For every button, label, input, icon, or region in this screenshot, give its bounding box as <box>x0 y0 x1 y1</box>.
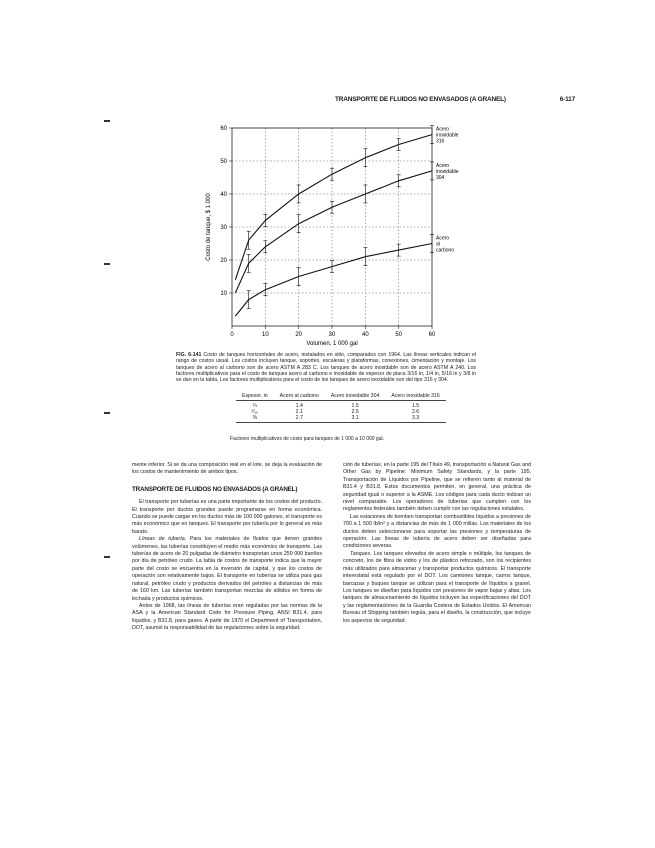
paragraph: Las estaciones de bombeo transportan combustibles líquidos a presiones de 700 a 1 500 lb/in² y a distancias de más de 1 000 millas. Los materiales de los ductos deben seleccionarse para soportar las presiones y temperaturas de operación. Las líneas de tubería de acero deben ser diseñadas para condiciones severas. <box>343 513 531 550</box>
run-in-heading: Líneas de tubería. <box>139 536 187 543</box>
chart-grid <box>232 128 432 326</box>
series-label: Acero inoxidable 316 <box>436 126 459 145</box>
table-cell: 2.1 <box>295 409 303 415</box>
table-cell: 3.3 <box>385 415 445 423</box>
x-tick-label: 0 <box>230 332 234 338</box>
chart-series <box>235 126 434 317</box>
running-header <box>335 96 575 103</box>
y-tick-label: 30 <box>220 225 227 231</box>
figure-label: FIG. 6-141 <box>176 352 202 358</box>
x-tick-label: 10 <box>261 332 269 338</box>
series-label: Acero al carbono <box>436 235 455 254</box>
text-column-left <box>132 462 322 633</box>
paragraph: mente inferior. Si se da una composición real en el lote, se deja la evaluación de los costos de mantenimiento de ambos tipos. <box>132 462 322 476</box>
table-cell: 3.1 <box>325 415 385 423</box>
margin-tick <box>104 412 110 414</box>
y-tick-label: 60 <box>220 126 227 132</box>
table-cell: ¼ <box>252 403 257 409</box>
y-tick-label: 10 <box>220 291 227 297</box>
y-axis-label: Costo de tanque, $ 1 000 <box>206 193 212 261</box>
table-cell: 2.6 <box>411 409 420 415</box>
paragraph: ción de tuberías, en la parte 195 del Título 49, transportación a Natural Gas and Other Gas by Pipeline: Minimum Safety Standards, y la parte 195, Transportación de Líquidos por Pipeline, que se refieren tanto al material de B31.4 y B31.8. Estos documentos permiten, en general, una práctica de seguridad igual o superior a la ASME. Los códigos para cada ducto indican un nivel comparable. Los operadores de tuberías que cumplen con los reglamentos federales también deben cumplir con las regulaciones estatales. <box>343 462 531 513</box>
x-axis-label: Volumen, 1 000 gal <box>306 341 358 347</box>
y-tick-label: 40 <box>220 192 227 198</box>
series-label: Acero inoxidable 304 <box>436 162 459 181</box>
page-number: 6-117 <box>559 96 575 103</box>
figure-caption <box>176 352 476 383</box>
y-tick-label: 20 <box>220 258 227 264</box>
table-cell: 2.5 <box>351 409 359 415</box>
paragraph: El transporte por tuberías es una parte importante de los costos del producto. El transporte por ductos grandes puede programarse en forma económica. Cuando se puede cargar en los ductos más de 100 000 galones, el transporte es más económico que en tanques. El transporte por tubería por lo general es más barato. <box>132 499 322 535</box>
table-cell: 1.5 <box>351 403 359 409</box>
table-header-cell: Acero al carbono <box>274 392 325 401</box>
table-row <box>236 415 446 423</box>
x-tick-label: 40 <box>361 332 369 338</box>
table-cell: ⁵⁄₁₆ <box>251 409 259 415</box>
margin-tick <box>104 556 110 558</box>
series-line <box>235 244 432 317</box>
factor-table <box>236 392 446 423</box>
section-title: TRANSPORTE DE FLUIDOS NO ENVASADOS (A GRANEL) <box>132 485 298 493</box>
paragraph-text: Los tanques elevados de acero simple o múltiple, los tanques de concreto, los de fibra de vidrio y los de plástico reforzado, son los recipientes más utilizados para almacenar y transportar productos químicos. El transporte interestatal está regulado por el DOT. Los camiones tanque, carros tanque, barcazas y buques tanque se utilizan para el transporte de líquidos a granel. Los tanques se diseñan para líquidos con presiones de vapor bajas y altas. Los tanques de almacenamiento de líquidos incluyen las especificaciones del DOT y las reglamentaciones de la Guardia Costera de Estados Unidos. El American Bureau of Shipping también regula, para el diseño, la construcción, que incluye los aspectos de seguridad. <box>343 550 531 624</box>
x-tick-label: 60 <box>428 332 436 338</box>
table-row <box>236 401 446 410</box>
table-cell: 2.7 <box>274 415 325 423</box>
chart-labels <box>206 126 459 347</box>
chart-axes <box>229 128 432 329</box>
header-title: TRANSPORTE DE FLUIDOS NO ENVASADOS (A GRANEL) <box>335 96 506 103</box>
tank-cost-chart <box>200 118 460 348</box>
table-header-cell: Acero inoxidable 304 <box>325 392 385 401</box>
run-in-heading: Tanques. <box>350 550 372 557</box>
margin-tick <box>104 263 110 265</box>
table-cell: 1.4 <box>295 403 303 409</box>
series-line <box>235 135 432 280</box>
table-note: Factores multiplicativos de costo para tanques de 1 000 a 10 000 gal. <box>230 436 384 442</box>
margin-tick <box>104 120 110 122</box>
table-header-cell: Espesor, in <box>236 392 274 401</box>
x-tick-label: 20 <box>295 332 303 338</box>
x-tick-label: 50 <box>395 332 403 338</box>
table-cell: 1.5 <box>411 403 420 409</box>
figure-caption-text: Costo de tanques horizontales de acero, instalados en sitio, comparados con 1964. Las líneas verticales indican el rango de costos usual. Los costos incluyen tanque, soportes, escaleras y plataformas, conexiones, cimentación y montaje. Los tanques de acero al carbono son de acero ASTM A 283 C. Los tanques de acero inoxidable son de acero ASTM A 240. Los factores multiplicativos para el costo de tanques acero al carbono e inoxidable de espesor de placa 3/16 in, 1/4 in, 5/16 in y 3/8 in se dan en la tabla. Los factores multiplicativos para el costo de los tanques de acero inoxidable son del tipo 316 y 304. <box>176 352 477 384</box>
factor-table-header <box>236 392 446 401</box>
text-column-right <box>343 462 531 625</box>
series-line <box>235 171 432 293</box>
table-header-cell: Acero inoxidable 316 <box>385 392 445 401</box>
paragraph-text: Para los materiales de fluidos que tienen grandes volúmenes, las tuberías constituyen el medio más económico de transporte. Las tuberías de acero de 20 pulgadas de diámetro transportan unos 250 000 barriles por día de petróleo crudo. La tabla de costos de transporte indica que la mayor parte del costo se encuentra en la inversión de capital, y que los costos de operación son relativamente bajos. El transporte en tuberías se utiliza para gas natural, petróleo crudo y productos derivados del petróleo a distancias de más de 160 km. Las tuberías también transportan mezclas de sólidos en forma de lechada y productos químicos. <box>132 536 322 602</box>
x-tick-label: 30 <box>328 332 336 338</box>
table-cell: ⅜ <box>236 415 274 423</box>
y-tick-label: 50 <box>220 159 227 165</box>
paragraph <box>132 536 322 603</box>
paragraph <box>343 551 531 625</box>
paragraph: Antes de 1968, las líneas de tuberías eran reguladas por las normas de la ASA y la American Standard Code for Pressure Piping, ANSI B31.4, para líquidos, y B31.8, para gases. A partir de 1970 el Department of Transportation, DOT, asumió la responsabilidad de las regulaciones sobre la seguridad. <box>132 602 322 632</box>
